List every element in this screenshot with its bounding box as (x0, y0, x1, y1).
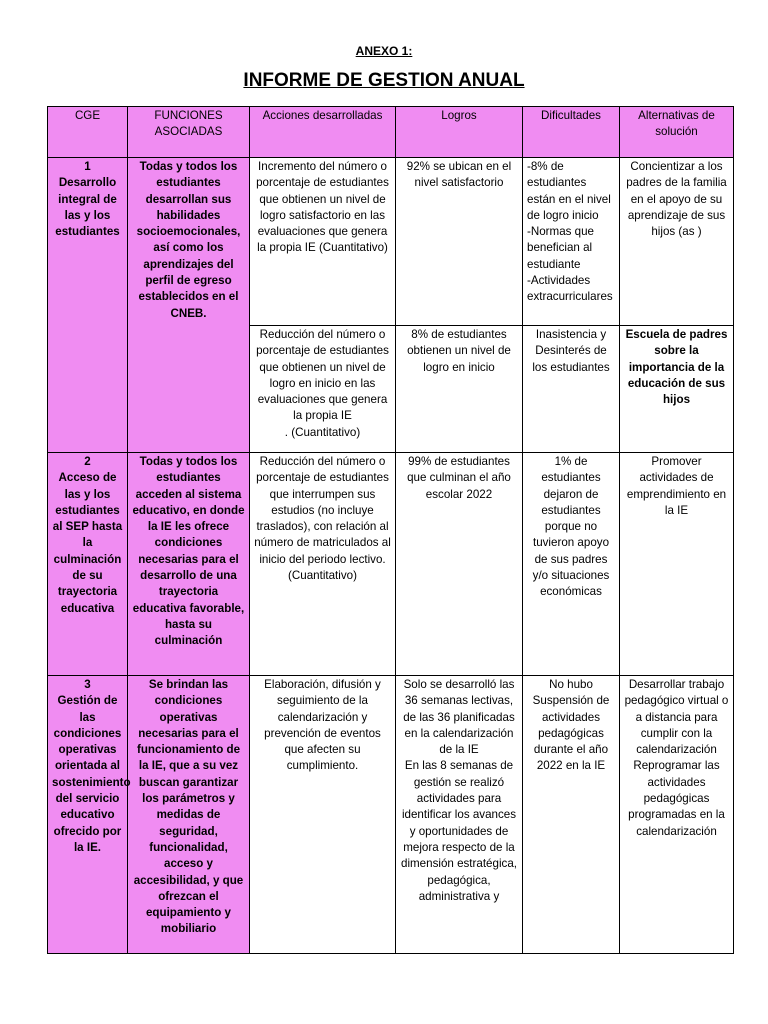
header-logros: Logros (396, 107, 523, 158)
table-row (48, 158, 734, 326)
logros-cell: Solo se desarrolló las 36 semanas lectivas, de las 36 planificadas en la calendarización de la IE En las 8 semanas de gestión se realizó actividades para identificar los avances y oportunidades de mejora respecto de la dimensión estratégica, pedagógica, administrativa y (396, 676, 523, 954)
header-acciones: Acciones desarrolladas (250, 107, 396, 158)
document-title: INFORME DE GESTION ANUAL (243, 70, 525, 91)
header-alternativas: Alternativas de solución (620, 107, 734, 158)
cge-cell: 2 Acceso de las y los estudiantes al SEP hasta la culminación de su trayectoria educativa (48, 453, 128, 676)
cge-cell: 1 Desarrollo integral de las y los estudiantes (48, 158, 128, 453)
logros-cell: 8% de estudiantes obtienen un nivel de logro en inicio (396, 326, 523, 453)
logros-cell: 99% de estudiantes que culminan el año escolar 2022 (396, 453, 523, 676)
table-header-row (48, 107, 734, 158)
alternativas-cell: Concientizar a los padres de la familia en el apoyo de su aprendizaje de sus hijos (as ) (620, 158, 734, 326)
alternativas-cell: Promover actividades de emprendimiento en la IE (620, 453, 734, 676)
acciones-cell: Reducción del número o porcentaje de estudiantes que interrumpen sus estudios (no incluye traslados), con relación al número de matriculados al inicio del periodo lectivo. (Cuantitativo) (250, 453, 396, 676)
dificultades-cell: No hubo Suspensión de actividades pedagógicas durante el año 2022 en la IE (523, 676, 620, 954)
header-funciones: FUNCIONES ASOCIADAS (128, 107, 250, 158)
cge-cell: 3 Gestión de las condiciones operativas orientada al sostenimiento del servicio educativo ofrecido por la IE. (48, 676, 128, 954)
annual-report-table (47, 106, 734, 954)
header-dificultades: Dificultades (523, 107, 620, 158)
dificultades-cell: 1% de estudiantes dejaron de estudiantes porque no tuvieron apoyo de sus padres y/o situaciones económicas (523, 453, 620, 676)
header-cge: CGE (48, 107, 128, 158)
acciones-cell: Incremento del número o porcentaje de estudiantes que obtienen un nivel de logro satisfactorio en las evaluaciones que genera la propia IE (Cuantitativo) (250, 158, 396, 326)
dificultades-cell: Inasistencia y Desinterés de los estudiantes (523, 326, 620, 453)
funciones-cell: Todas y todos los estudiantes acceden al sistema educativo, en donde la IE les ofrece condiciones necesarias para el desarrollo de una trayectoria educativa favorable, hasta su culminación (128, 453, 250, 676)
acciones-cell: Reducción del número o porcentaje de estudiantes que obtienen un nivel de logro en inicio en las evaluaciones que genera la propia IE . (Cuantitativo) (250, 326, 396, 453)
dificultades-cell: -8% de estudiantes están en el nivel de logro inicio -Normas que benefician al estudiante -Actividades extracurriculares (523, 158, 620, 326)
annex-label: ANEXO 1: (355, 44, 413, 58)
alternativas-cell: Escuela de padres sobre la importancia de la educación de sus hijos (620, 326, 734, 453)
acciones-cell: Elaboración, difusión y seguimiento de la calendarización y prevención de eventos que afecten su cumplimiento. (250, 676, 396, 954)
funciones-cell: Todas y todos los estudiantes desarrollan sus habilidades socioemocionales, así como los aprendizajes del perfil de egreso establecidos en el CNEB. (128, 158, 250, 453)
table-row (48, 453, 734, 676)
logros-cell: 92% se ubican en el nivel satisfactorio (396, 158, 523, 326)
funciones-cell: Se brindan las condiciones operativas necesarias para el funcionamiento de la IE, que a su vez buscan garantizar los parámetros y medidas de seguridad, funcionalidad, acceso y accesibilidad, y que ofrezcan el equipamiento y mobiliario (128, 676, 250, 954)
table-row (48, 676, 734, 954)
alternativas-cell: Desarrollar trabajo pedagógico virtual o a distancia para cumplir con la calendarización Reprogramar las actividades pedagógicas programadas en la calendarización (620, 676, 734, 954)
